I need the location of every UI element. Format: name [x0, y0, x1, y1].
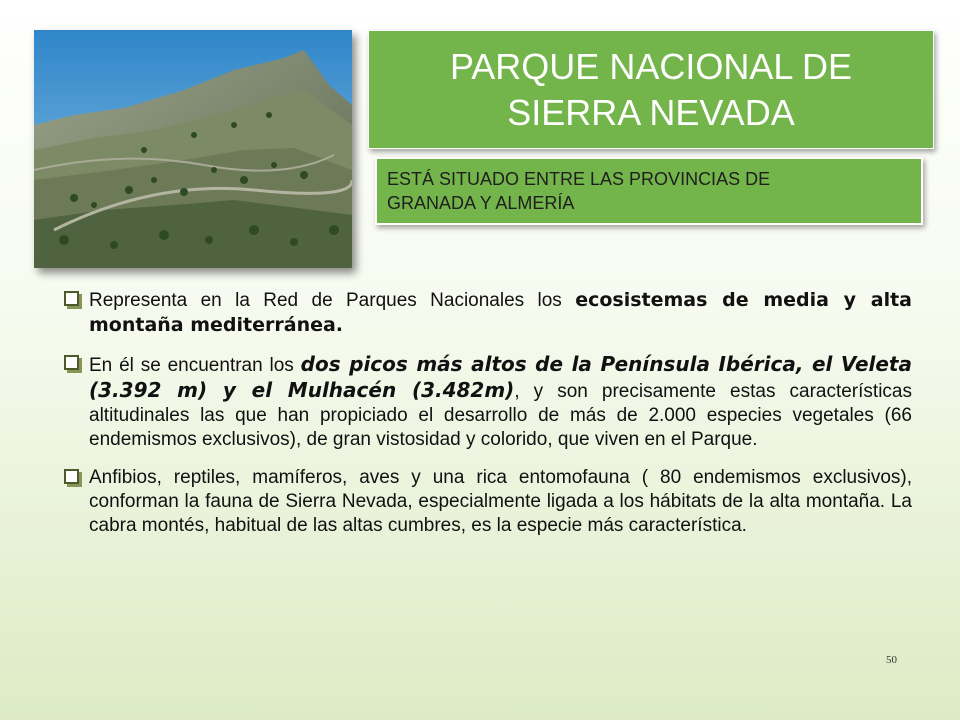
bullet-list [62, 288, 912, 552]
mountain-photo [34, 30, 352, 268]
subtitle-line-2: GRANADA Y ALMERÍA [387, 193, 575, 213]
bullet-item: En él se encuentran los dos picos más altos de la Península Ibérica, el Veleta (3.392 m) y el Mulhacén (3.482m), y son precisamente estas características altitudinales las que han propiciado el desarrollo de más de 2.000 especies vegetales (66 endemismos exclusivos), de gran vistosidad y colorido, que viven en el Parque. [62, 352, 912, 452]
checkbox-bullet-icon [64, 469, 79, 484]
title-line-1: PARQUE NACIONAL DE [449, 45, 853, 87]
title-line-2: SIERRA NEVADA [507, 91, 795, 133]
bullet-item: Anfibios, reptiles, mamíferos, aves y una rica entomofauna ( 80 endemismos exclusivos), conforman la fauna de Sierra Nevada, especialmente ligada a los hábitats de la alta montaña. La cabra montés, habitual de las altas cumbres, es la especie más característica. [62, 466, 912, 538]
subtitle-line-1: ESTÁ SITUADO ENTRE LAS PROVINCIAS DE [387, 169, 771, 189]
title-box [368, 30, 934, 149]
slide-title [450, 44, 852, 136]
checkbox-bullet-icon [64, 291, 79, 306]
page-number: 50 [886, 654, 897, 666]
bullet-item: Representa en la Red de Parques Nacionales los ecosistemas de media y alta montaña mediterránea. [62, 288, 912, 338]
subtitle-box [375, 157, 923, 225]
checkbox-bullet-icon [64, 355, 79, 370]
